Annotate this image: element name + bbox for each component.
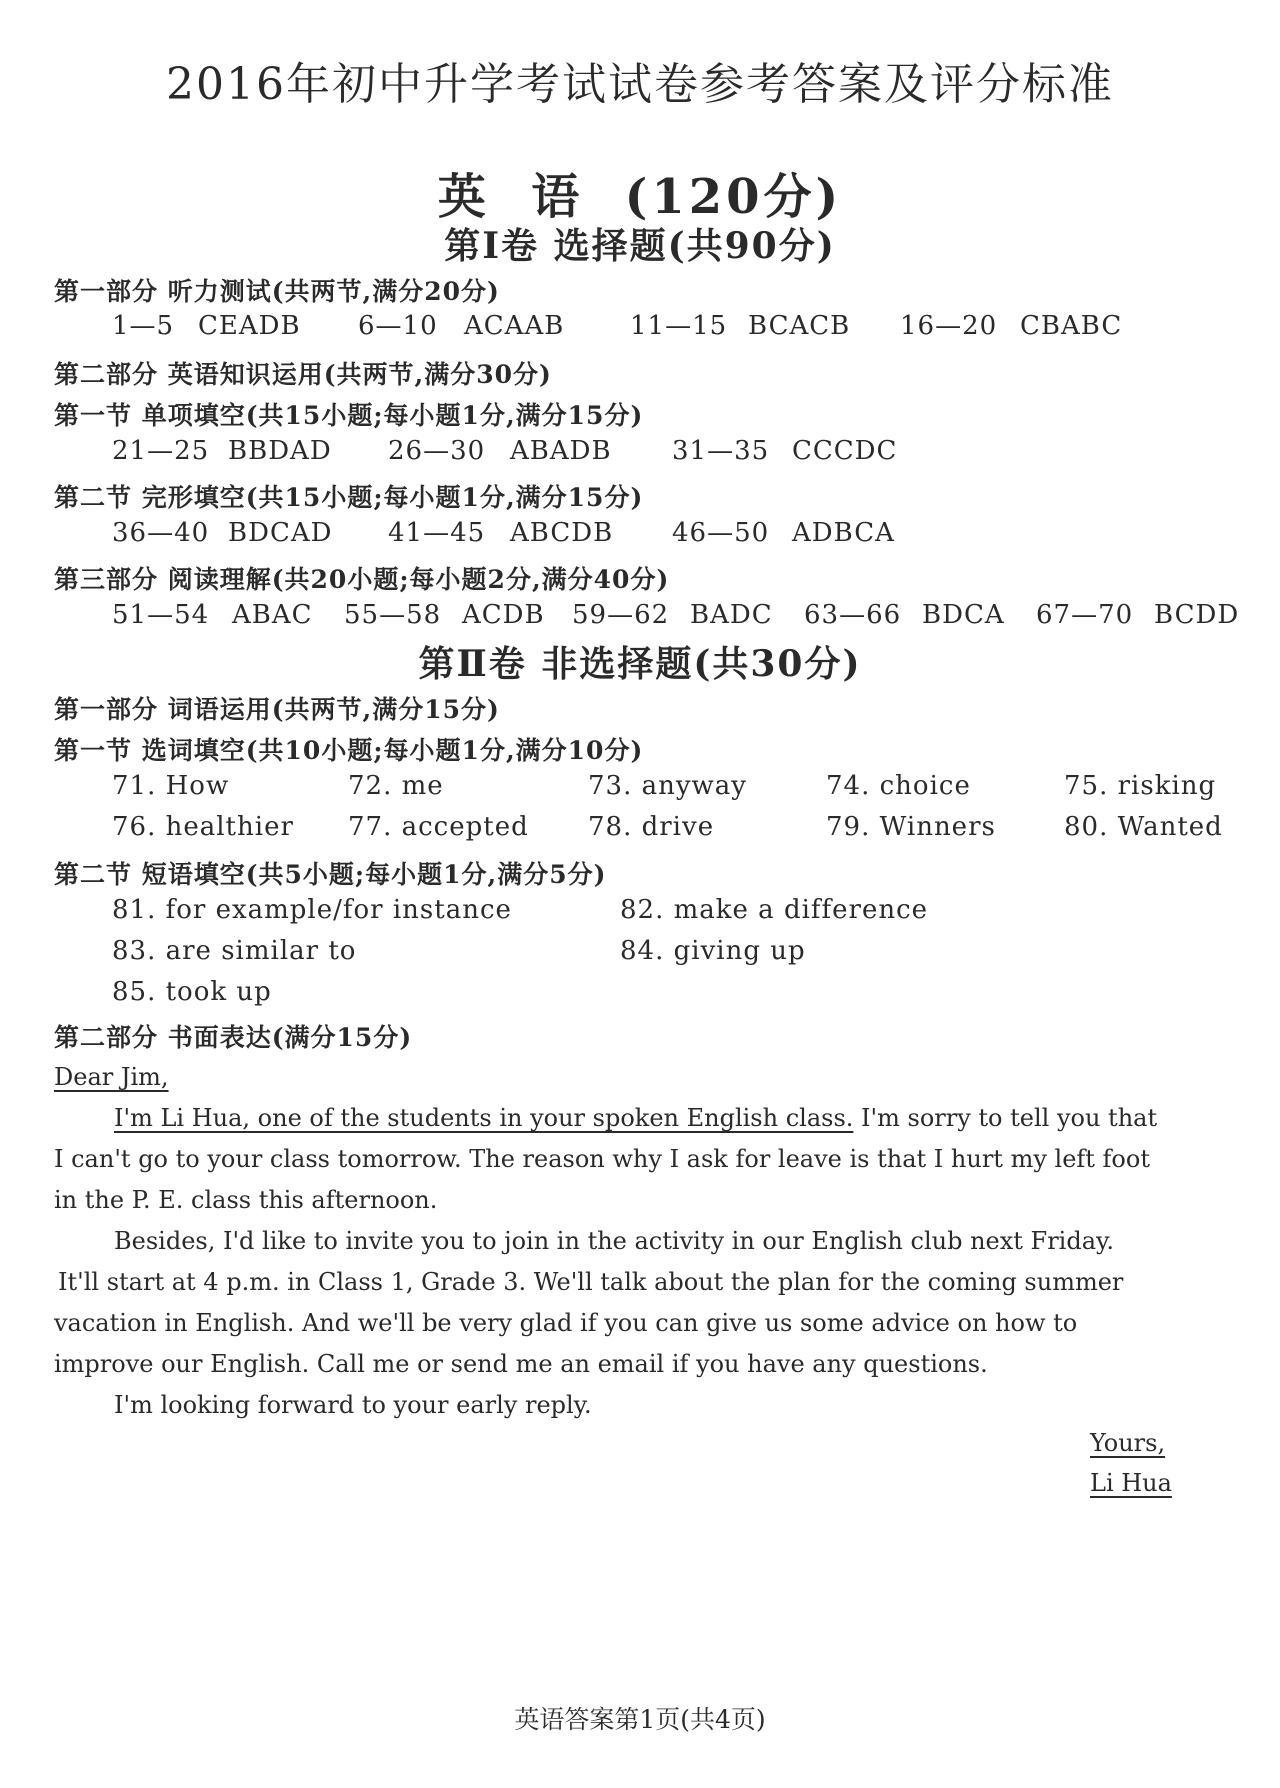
- answer-range: 55—58: [344, 600, 442, 630]
- answer-letters: CBABC: [1020, 311, 1123, 341]
- answer-range: 63—66: [804, 600, 902, 630]
- answer-range: 11—15: [630, 311, 728, 341]
- answer-item: 74. choice: [826, 771, 971, 801]
- answer-letters: CEADB: [198, 311, 301, 341]
- vocab-section2-heading: 第二节 短语填空(共5小题;每小题1分,满分5分): [54, 860, 607, 889]
- answer-letters: BDCA: [922, 600, 1005, 630]
- answer-item: 80. Wanted: [1064, 812, 1223, 842]
- answer-item: 72. me: [348, 771, 444, 801]
- letter-line: vacation in English. And we'll be very glad if you can give us some advice on how to: [54, 1309, 1078, 1337]
- answer-item: 76. healthier: [112, 812, 294, 842]
- underlined-sentence: I'm Li Hua, one of the students in your spoken English class.: [114, 1104, 854, 1132]
- letter-line: Besides, I'd like to invite you to join in the activity in our English club next Friday.: [114, 1227, 1115, 1255]
- answer-item: 77. accepted: [348, 812, 529, 842]
- part1-heading: 第一部分 听力测试(共两节,满分20分): [54, 277, 500, 306]
- answer-range: 16—20: [900, 311, 998, 341]
- volume-2-title: 第Ⅱ卷 非选择题(共30分): [418, 643, 862, 685]
- answer-item: 75. risking: [1064, 771, 1217, 801]
- answer-range: 6—10: [358, 311, 438, 341]
- letter-line: improve our English. Call me or send me an email if you have any questions.: [54, 1350, 988, 1378]
- part2-section2-heading: 第二节 完形填空(共15小题;每小题1分,满分15分): [54, 483, 644, 512]
- answer-item: 84. giving up: [620, 936, 806, 966]
- answer-letters: ADBCA: [792, 518, 895, 548]
- letter-line: It'll start at 4 p.m. in Class 1, Grade 3. We'll talk about the plan for the coming summer: [58, 1268, 1124, 1296]
- letter-text: I'm sorry to tell you that: [853, 1104, 1158, 1132]
- answer-item: 81. for example/for instance: [112, 895, 512, 925]
- answer-range: 46—50: [672, 518, 770, 548]
- vocab-part-heading: 第一部分 词语运用(共两节,满分15分): [54, 695, 500, 724]
- answer-range: 41—45: [388, 518, 486, 548]
- answer-item: 78. drive: [588, 812, 715, 842]
- answer-range: 1—5: [112, 311, 175, 341]
- letter-line: I'm looking forward to your early reply.: [114, 1391, 592, 1419]
- answer-item: 82. make a difference: [620, 895, 929, 925]
- answer-letters: BCDD: [1154, 600, 1240, 630]
- letter-line: in the P. E. class this afternoon.: [54, 1186, 438, 1214]
- answer-range: 26—30: [388, 436, 486, 466]
- answer-letters: ABCDB: [510, 518, 614, 548]
- answer-range: 21—25: [112, 436, 210, 466]
- answer-range: 67—70: [1036, 600, 1134, 630]
- volume-1-title: 第Ⅰ卷 选择题(共90分): [444, 225, 836, 267]
- letter-closing: Yours,: [1090, 1429, 1166, 1457]
- answer-letters: ABAC: [232, 600, 313, 630]
- letter-signature: Li Hua: [1090, 1469, 1172, 1497]
- answer-item: 83. are similar to: [112, 936, 357, 966]
- page-title: 2016年初中升学考试试卷参考答案及评分标准: [166, 59, 1114, 110]
- subject-title: 英 语 (120分): [437, 169, 843, 225]
- answer-range: 51—54: [112, 600, 210, 630]
- answer-range: 36—40: [112, 518, 210, 548]
- answer-item: 71. How: [112, 771, 230, 801]
- answer-range: 31—35: [672, 436, 770, 466]
- part2-section1-heading: 第一节 单项填空(共15小题;每小题1分,满分15分): [54, 401, 644, 430]
- answer-range: 59—62: [572, 600, 670, 630]
- answer-letters: BDCAD: [228, 518, 333, 548]
- answer-item: 79. Winners: [826, 812, 996, 842]
- answer-item: 85. took up: [112, 977, 272, 1007]
- answer-letters: BBDAD: [228, 436, 332, 466]
- answer-letters: BCACB: [748, 311, 851, 341]
- part2-heading: 第二部分 英语知识运用(共两节,满分30分): [54, 360, 552, 389]
- page-footer: 英语答案第1页(共4页): [514, 1705, 766, 1734]
- answer-letters: CCCDC: [792, 436, 898, 466]
- answer-letters: ACAAB: [464, 311, 565, 341]
- answer-item: 73. anyway: [588, 771, 747, 801]
- answer-letters: ACDB: [462, 600, 545, 630]
- writing-part-heading: 第二部分 书面表达(满分15分): [54, 1023, 413, 1052]
- part3-heading: 第三部分 阅读理解(共20小题;每小题2分,满分40分): [54, 565, 670, 594]
- letter-line: I can't go to your class tomorrow. The reason why I ask for leave is that I hurt my left foot: [54, 1145, 1150, 1173]
- answer-letters: BADC: [690, 600, 773, 630]
- vocab-section1-heading: 第一节 选词填空(共10小题;每小题1分,满分10分): [54, 736, 644, 765]
- answer-letters: ABADB: [510, 436, 612, 466]
- letter-line: [114, 1095, 1157, 1141]
- letter-salutation: Dear Jim,: [54, 1063, 169, 1091]
